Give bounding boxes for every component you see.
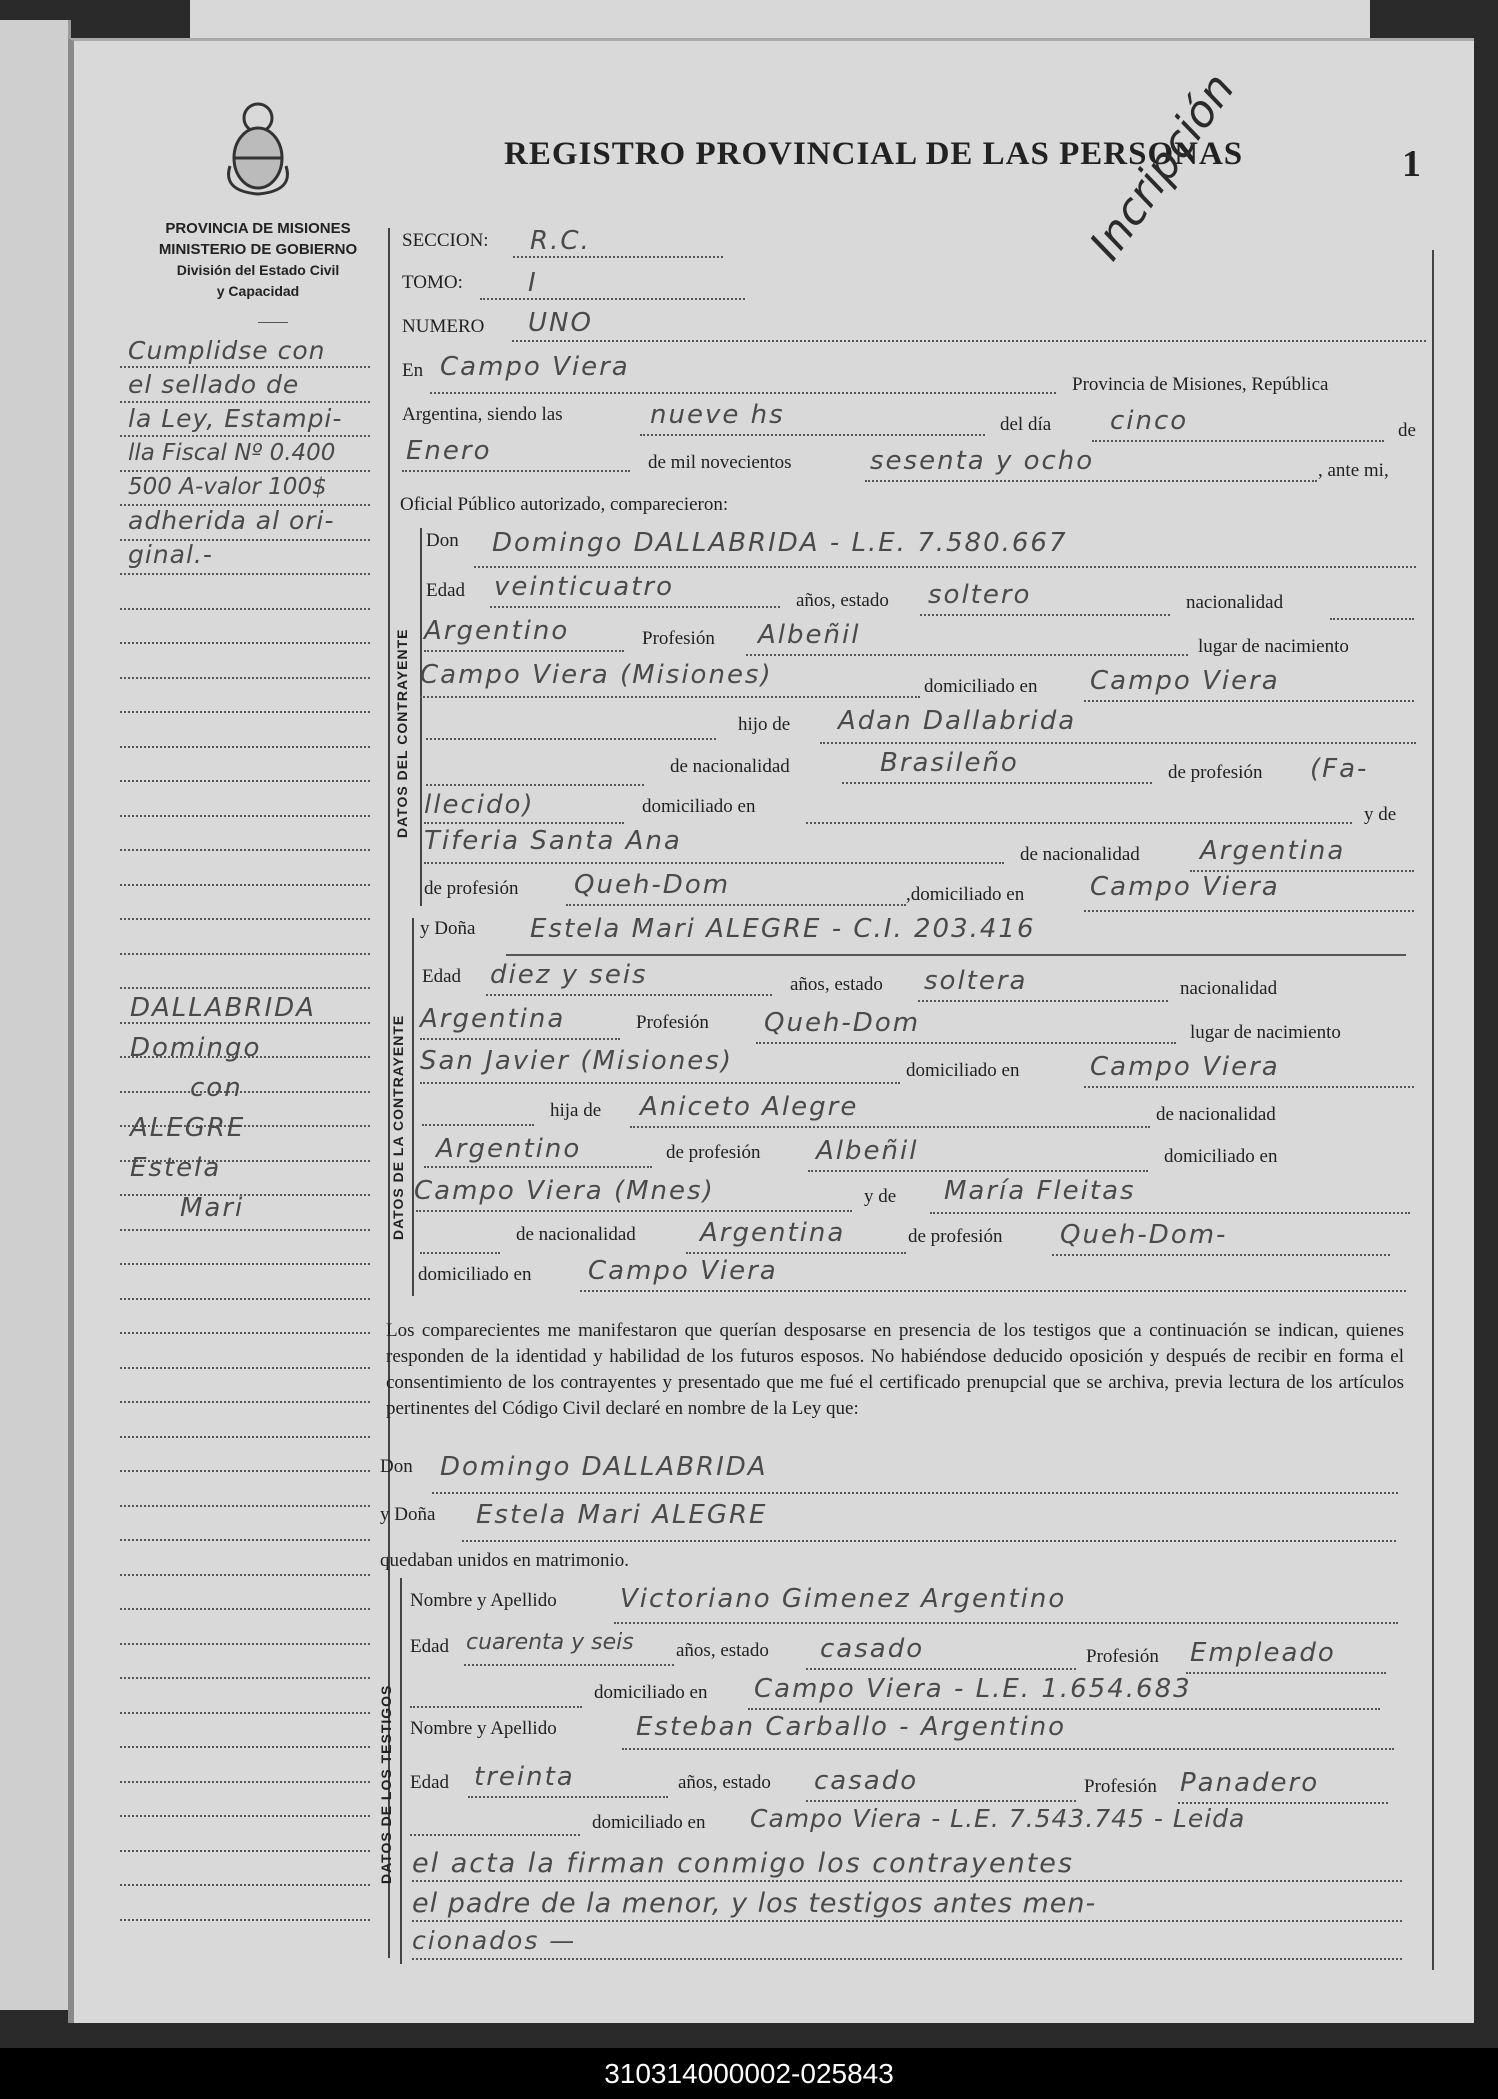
note-line: la Ley, Estampi- [128,404,343,433]
margin-rule [120,573,370,575]
madre-dom-line [1084,910,1414,912]
margin-surname: DALLABRIDA [130,993,316,1023]
oficial-label: Oficial Público autorizado, comparecieron: [400,494,729,515]
numero-value: UNO [528,308,593,338]
madre-novio: Tiferia Santa Ana [424,826,682,856]
don-label2: Don [380,1456,413,1477]
cierre-rule1 [412,1880,1402,1882]
margin-name2: Mari [180,1193,245,1223]
padre-nacionalidad: Brasileño [880,748,1019,778]
margin-rule [120,746,370,748]
don-line [474,566,1416,568]
cierre-rule3 [412,1958,1402,1960]
testigo2-domicilio: Campo Viera - L.E. 7.543.745 - Leida [750,1804,1246,1833]
margin-rule [120,1436,370,1438]
provincia-label: Provincia de Misiones, República [1072,374,1329,395]
testigo1-edad-line [464,1664,674,1666]
testigo1-estado-line [806,1668,1076,1670]
profesion-line [746,654,1188,656]
margin-rule [120,1505,370,1507]
del-dia-label: del día [1000,414,1052,435]
domicilio-line [1084,700,1414,702]
testigo1-prof-line [1186,1672,1386,1674]
profesion-label3: Profesión [1086,1646,1159,1667]
novio-profesion: Albeñil [758,620,861,650]
y-dona-label2: y Doña [380,1504,436,1525]
madre-profesion: Queh-Dom [574,870,731,900]
domiciliado-label2: domiciliado en [642,796,756,817]
margin-rule [120,1815,370,1817]
de-nacionalidad-label2: de nacionalidad [1020,844,1140,865]
padre-novia-dom-line [416,1210,852,1212]
mes-line [402,470,630,472]
margin-rule [120,884,370,886]
note-line: adherida al ori- [128,506,335,535]
hora-value: nueve hs [650,400,785,430]
margin-rule [120,1332,370,1334]
testigo1-domicilio: Campo Viera - L.E. 1.654.683 [754,1674,1192,1704]
contrayente-side-label: DATOS DEL CONTRAYENTE [394,628,410,838]
dia-value: cinco [1110,406,1189,436]
novia-nac-line [420,1038,620,1040]
testigo1-line [614,1622,1398,1624]
hijo-blank [426,738,716,740]
testigo2-edad: treinta [474,1762,575,1792]
padre-dom-line [806,822,1352,824]
office-block [138,218,378,302]
domiciliada-label2: domiciliado en [1164,1146,1278,1167]
margin-rule [120,1229,370,1231]
padre-novia-profesion: Albeñil [816,1136,919,1166]
margin-rule [120,1367,370,1369]
margin-rule [120,1677,370,1679]
estado-label2: años, estado [790,974,883,995]
lugar-nac-label2: lugar de nacimiento [1190,1022,1341,1043]
note-line: 500 A-valor 100$ [128,474,327,500]
margin-rule [120,1401,370,1403]
estado-label4: años, estado [678,1772,771,1793]
anio-line [865,480,1317,482]
de-nacionalidad-label3: de nacionalidad [1156,1104,1276,1125]
testigo1-value: Victoriano Gimenez Argentino [620,1584,1067,1614]
y-de-label2: y de [864,1186,897,1207]
novio-nacionalidad: Argentino [424,616,570,646]
domiciliada-label3: domiciliado en [418,1264,532,1285]
en-label: En [402,360,424,381]
margin-rule [120,1781,370,1783]
testigo2-edad-line [468,1796,668,1798]
estado-line [920,614,1170,616]
novia-dom-line [1084,1086,1414,1088]
de-profesion-label: de profesión [1168,762,1263,783]
don-decl: Domingo DALLABRIDA [440,1452,768,1482]
contrayente-divider [420,528,422,906]
office-underline [258,322,288,323]
nacionalidad-label2: nacionalidad [1180,978,1278,999]
margin-con: con [190,1073,243,1103]
profesion-label4: Profesión [1084,1776,1157,1797]
margin-surname2: ALEGRE [130,1113,246,1143]
padre-novia-domicilio: Campo Viera (Mnes) [414,1176,715,1206]
margin-rule [120,1884,370,1886]
testigo2-estado-line [806,1800,1076,1802]
marginal-names [130,988,380,1228]
numero-line [512,340,1426,342]
novia-estado: soltera [924,966,1028,996]
novio-domicilio: Campo Viera [1090,666,1280,696]
cierre-rule2 [412,1920,1402,1922]
tomo-label: TOMO: [402,272,463,293]
quedaban-label: quedaban unidos en matrimonio. [380,1550,630,1571]
margin-rule [120,1539,370,1541]
margin-firstname: Domingo [130,1033,262,1063]
hora-line [640,434,985,436]
novia-nacimiento: San Javier (Misiones) [420,1046,733,1076]
edad-label4: Edad [410,1772,450,1793]
nacionalidad-label: nacionalidad [1186,592,1284,613]
margin-rule [120,918,370,920]
seccion-label: SECCION: [402,230,489,251]
padre-novia-prof-line [808,1170,1148,1172]
testigo1-dom-line [748,1708,1380,1710]
estado-label3: años, estado [676,1640,769,1661]
cierre-line2: el padre de la menor, y los testigos antes men- [412,1888,1097,1919]
office-line1: PROVINCIA DE MISIONES [165,220,351,237]
edad-label: Edad [426,580,466,601]
margin-rule [120,1712,370,1714]
madre-novia-blank [420,1252,500,1254]
y-dona-label: y Doña [420,918,476,939]
de-profesion-label3: de profesión [666,1142,761,1163]
margin-rule [120,1608,370,1610]
lugar-line [430,392,1056,394]
novia-profesion: Queh-Dom [764,1008,921,1038]
padre-novia-nacionalidad: Argentino [436,1134,582,1164]
madre-novia-nac-line [686,1252,906,1254]
testigo2-dom-blank [410,1834,580,1836]
de-profesion-label4: de profesión [908,1226,1003,1247]
note-line: ginal.- [128,540,213,569]
madre-domicilio: Campo Viera [1090,872,1280,902]
note-line: el sellado de [128,370,300,399]
margin-rule [120,1470,370,1472]
office-line2: MINISTERIO DE GOBIERNO [158,241,358,258]
margin-rule [120,815,370,817]
office-line4: y Capacidad [216,283,300,299]
tomo-line [480,298,745,300]
stamp-signature: Incripción [1080,64,1245,270]
margin-rule [120,677,370,679]
margin-rule [120,849,370,851]
novio-estado: soltero [928,580,1032,610]
novio-nac-line [424,650,624,652]
profesion-label2: Profesión [636,1012,709,1033]
de-nacionalidad-label: de nacionalidad [670,756,790,777]
novio-value: Domingo DALLABRIDA - L.E. 7.580.667 [492,528,1068,558]
madre-novia: María Fleitas [944,1176,1136,1206]
coat-of-arms-icon [218,96,298,196]
don-label: Don [426,530,459,551]
novia-domicilio: Campo Viera [1090,1052,1280,1082]
page-number: 1 [1402,143,1421,185]
testigo2-line [622,1748,1394,1750]
contrayente-f-side-label: DATOS DE LA CONTRAYENTE [390,1014,406,1240]
novia-nacimiento-line [420,1082,900,1084]
padre-nac-line [842,782,1152,784]
profesion-label: Profesión [642,628,715,649]
margin-rule [120,1574,370,1576]
note-line: Cumplidse con [128,336,326,365]
lugar-value: Campo Viera [440,352,630,382]
cierre-line3: cionados — [412,1926,577,1955]
margin-rule [120,1643,370,1645]
edad-line [490,606,780,608]
lugar-nac-label: lugar de nacimiento [1198,636,1349,657]
domiciliado-label3: ,domiciliado en [906,884,1025,905]
estado-label: años, estado [796,590,889,611]
madre-novia-domicilio: Campo Viera [588,1256,778,1286]
siendo-label: Argentina, siendo las [402,404,563,425]
margin-rule [120,953,370,955]
book-spine [0,20,71,2010]
don-decl-line [432,1492,1398,1494]
padre-novia-line [630,1126,1150,1128]
mes-value: Enero [406,436,492,466]
novia-nacionalidad: Argentina [420,1004,566,1034]
seccion-value: R.C. [530,226,591,256]
register-title: REGISTRO PROVINCIAL DE LAS PERSONAS [504,136,1244,172]
testigos-side-label: DATOS DE LOS TESTIGOS [378,1684,394,1884]
novia-edad-line [486,994,772,996]
numero-label: NUMERO [402,316,485,337]
dona-line [506,954,1406,956]
dia-line [1092,440,1384,442]
margin-rule [120,1919,370,1921]
cierre-line1: el acta la firman conmigo los contrayentes [412,1848,1074,1879]
hija-blank [422,1124,534,1126]
novio-nacimiento: Campo Viera (Misiones) [420,660,773,690]
margin-firstname2: Estela [130,1153,222,1183]
madre-nacionalidad: Argentina [1200,836,1346,866]
testigo2-estado: casado [814,1766,919,1796]
padre-line [820,742,1416,744]
anio-value: sesenta y ocho [870,446,1095,476]
novia-value: Estela Mari ALEGRE - C.I. 203.416 [530,914,1036,944]
de-label: de [1398,420,1416,441]
nombre-apellido-label2: Nombre y Apellido [410,1718,557,1739]
dona-decl: Estela Mari ALEGRE [476,1500,768,1530]
madre-line [424,862,1004,864]
hijo-de-label: hijo de [738,714,791,735]
office-line3: División del Estado Civil [176,262,340,278]
padre-novia: Aniceto Alegre [640,1092,859,1122]
edad-label3: Edad [410,1636,450,1657]
testigo2-value: Esteban Carballo - Argentino [636,1712,1067,1742]
de-nacionalidad-label4: de nacionalidad [516,1224,636,1245]
domiciliado-label5: domiciliado en [592,1812,706,1833]
margin-rule [120,642,370,644]
margin-rule [120,1850,370,1852]
note-line: lla Fiscal Nº 0.400 [128,440,336,466]
margin-rule [120,711,370,713]
testigo2-profesion: Panadero [1180,1768,1320,1798]
padre-nac-blank [426,784,644,786]
madre-prof-line [566,904,906,906]
contrayente-f-divider [412,918,414,1296]
madre-novia-dom-line [580,1290,1406,1292]
tomo-value: I [528,268,538,298]
de-profesion-label2: de profesión [424,878,519,899]
nombre-apellido-label: Nombre y Apellido [410,1590,557,1611]
domiciliado-label: domiciliado en [924,676,1038,697]
testigos-divider [400,1578,402,1964]
margin-rule [120,1746,370,1748]
margin-rule [120,608,370,610]
madre-novia-prof-line [1052,1254,1390,1256]
hija-de-label: hija de [550,1100,602,1121]
nacionalidad-line [1330,618,1414,620]
declaration-paragraph: Los comparecientes me manifestaron que querían desposarse en presencia de los testigos que a continuación se indican, quienes responden de la identidad y habilidad de los futuros esposos. No habiéndose deducido oposición y después de recibir en forma el consentimiento de los contrayentes y presentado que me fué el certificado prenupcial que se archiva, previa lectura de los artículos pertinentes del Código Civil declaré en nombre de la Ley que: [386,1320,1404,1419]
padre-profesion: (Fa- [1310,754,1369,784]
nacimiento-line [420,696,920,698]
testigo1-estado: casado [820,1634,925,1664]
madre-novia-profesion: Queh-Dom- [1060,1220,1228,1250]
novio-edad: veinticuatro [494,572,674,602]
de-mil-label: de mil novecientos [648,452,792,473]
novia-estado-line [918,1000,1168,1002]
madre-novia-nacionalidad: Argentina [700,1218,846,1248]
margin-rule [120,1298,370,1300]
seccion-line [513,256,723,258]
domiciliado-label4: domiciliado en [594,1682,708,1703]
ante-mi-label: , ante mi, [1318,460,1389,481]
y-de-label: y de [1364,804,1397,825]
marginal-note [128,334,388,572]
madre-novia-line [930,1212,1410,1214]
edad-label2: Edad [422,966,462,987]
padre-novia-nac-line [424,1166,652,1168]
novia-prof-line [756,1042,1176,1044]
novia-edad: diez y seis [490,960,648,990]
testigo1-edad: cuarenta y seis [466,1630,634,1655]
testigo1-profesion: Empleado [1190,1638,1336,1668]
margin-rule [120,1263,370,1265]
padre-profesion2: llecido) [424,790,535,820]
testigo1-dom-blank [410,1706,582,1708]
padre-novio: Adan Dallabrida [838,706,1077,736]
margin-rule [120,780,370,782]
dona-decl-line [462,1540,1396,1542]
padre-prof-line [424,822,624,824]
footer-barcode-text: 310314000002-025843 [0,2048,1498,2099]
right-border [1432,250,1434,1970]
domiciliada-label: domiciliado en [906,1060,1020,1081]
